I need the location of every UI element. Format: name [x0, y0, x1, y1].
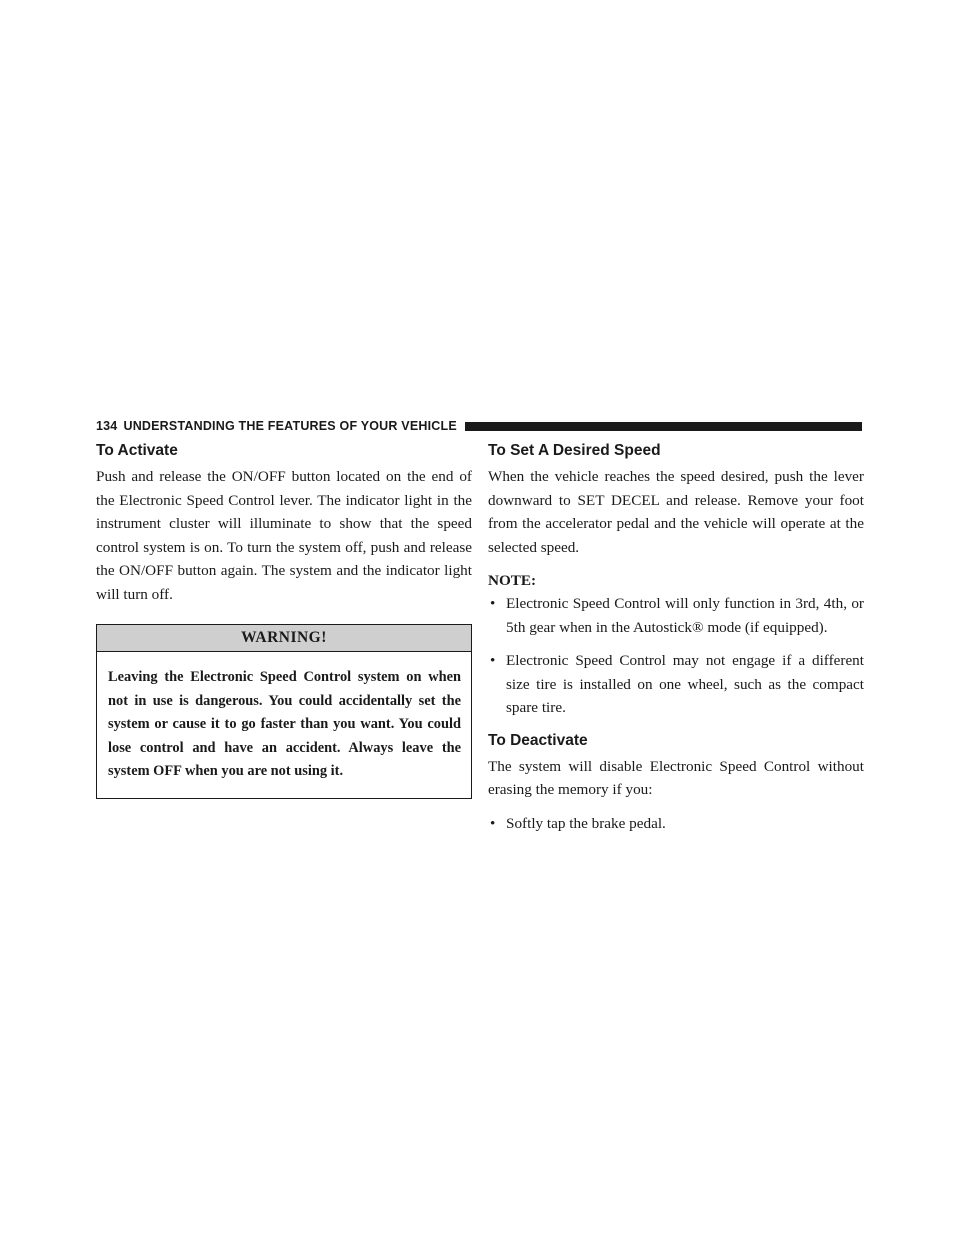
activate-paragraph: Push and release the ON/OFF button located on the end of the Electronic Speed Control lever. The indicator light in the instrument cluster will illuminate to show that the speed control system is on. To turn the system off, push and release the ON/OFF button again. The system and the indicator light will turn off. — [96, 468, 472, 603]
bullet-icon: • — [490, 595, 496, 612]
deactivate-paragraph: The system will disable Electronic Speed Control without erasing the memory if you: — [488, 757, 864, 798]
list-item — [488, 812, 864, 836]
heading-to-deactivate: To Deactivate — [488, 731, 588, 749]
warning-text: Leaving the Electronic Speed Control system on when not in use is dangerous. You could accidentally set the system or cause it to go faster than you want. You could lose control and have an accident. Always leave the system OFF when you are not using it. — [108, 669, 461, 779]
page-header — [96, 418, 862, 434]
list-item — [488, 592, 864, 639]
note-label: NOTE: — [488, 572, 537, 589]
list-item-text: Electronic Speed Control may not engage if a different size tire is installed on one wheel, such as the compact spare tire. — [506, 652, 864, 716]
list-item-text: Electronic Speed Control will only function in 3rd, 4th, or 5th gear when in the Autostick® mode (if equipped). — [506, 595, 864, 636]
warning-box — [96, 624, 472, 799]
bullet-icon: • — [490, 652, 496, 669]
heading-to-activate: To Activate — [96, 442, 178, 459]
deactivate-bullet-list — [488, 812, 864, 836]
chapter-title: UNDERSTANDING THE FEATURES OF YOUR VEHICLE — [123, 419, 457, 433]
page-number: 134 — [96, 419, 118, 433]
heading-to-set-desired-speed: To Set A Desired Speed — [488, 442, 661, 459]
warning-title: WARNING! — [97, 625, 471, 652]
right-column — [488, 440, 864, 845]
header-rule — [465, 422, 862, 431]
list-item — [488, 649, 864, 720]
bullet-icon: • — [490, 814, 496, 832]
note-bullet-list — [488, 592, 864, 720]
set-speed-paragraph: When the vehicle reaches the speed desired, push the lever downward to SET DECEL and release. Remove your foot from the accelerator pedal and the vehicle will operate at the selected speed. — [488, 468, 864, 556]
left-column — [96, 440, 472, 799]
list-item-text: Softly tap the brake pedal. — [506, 814, 666, 832]
